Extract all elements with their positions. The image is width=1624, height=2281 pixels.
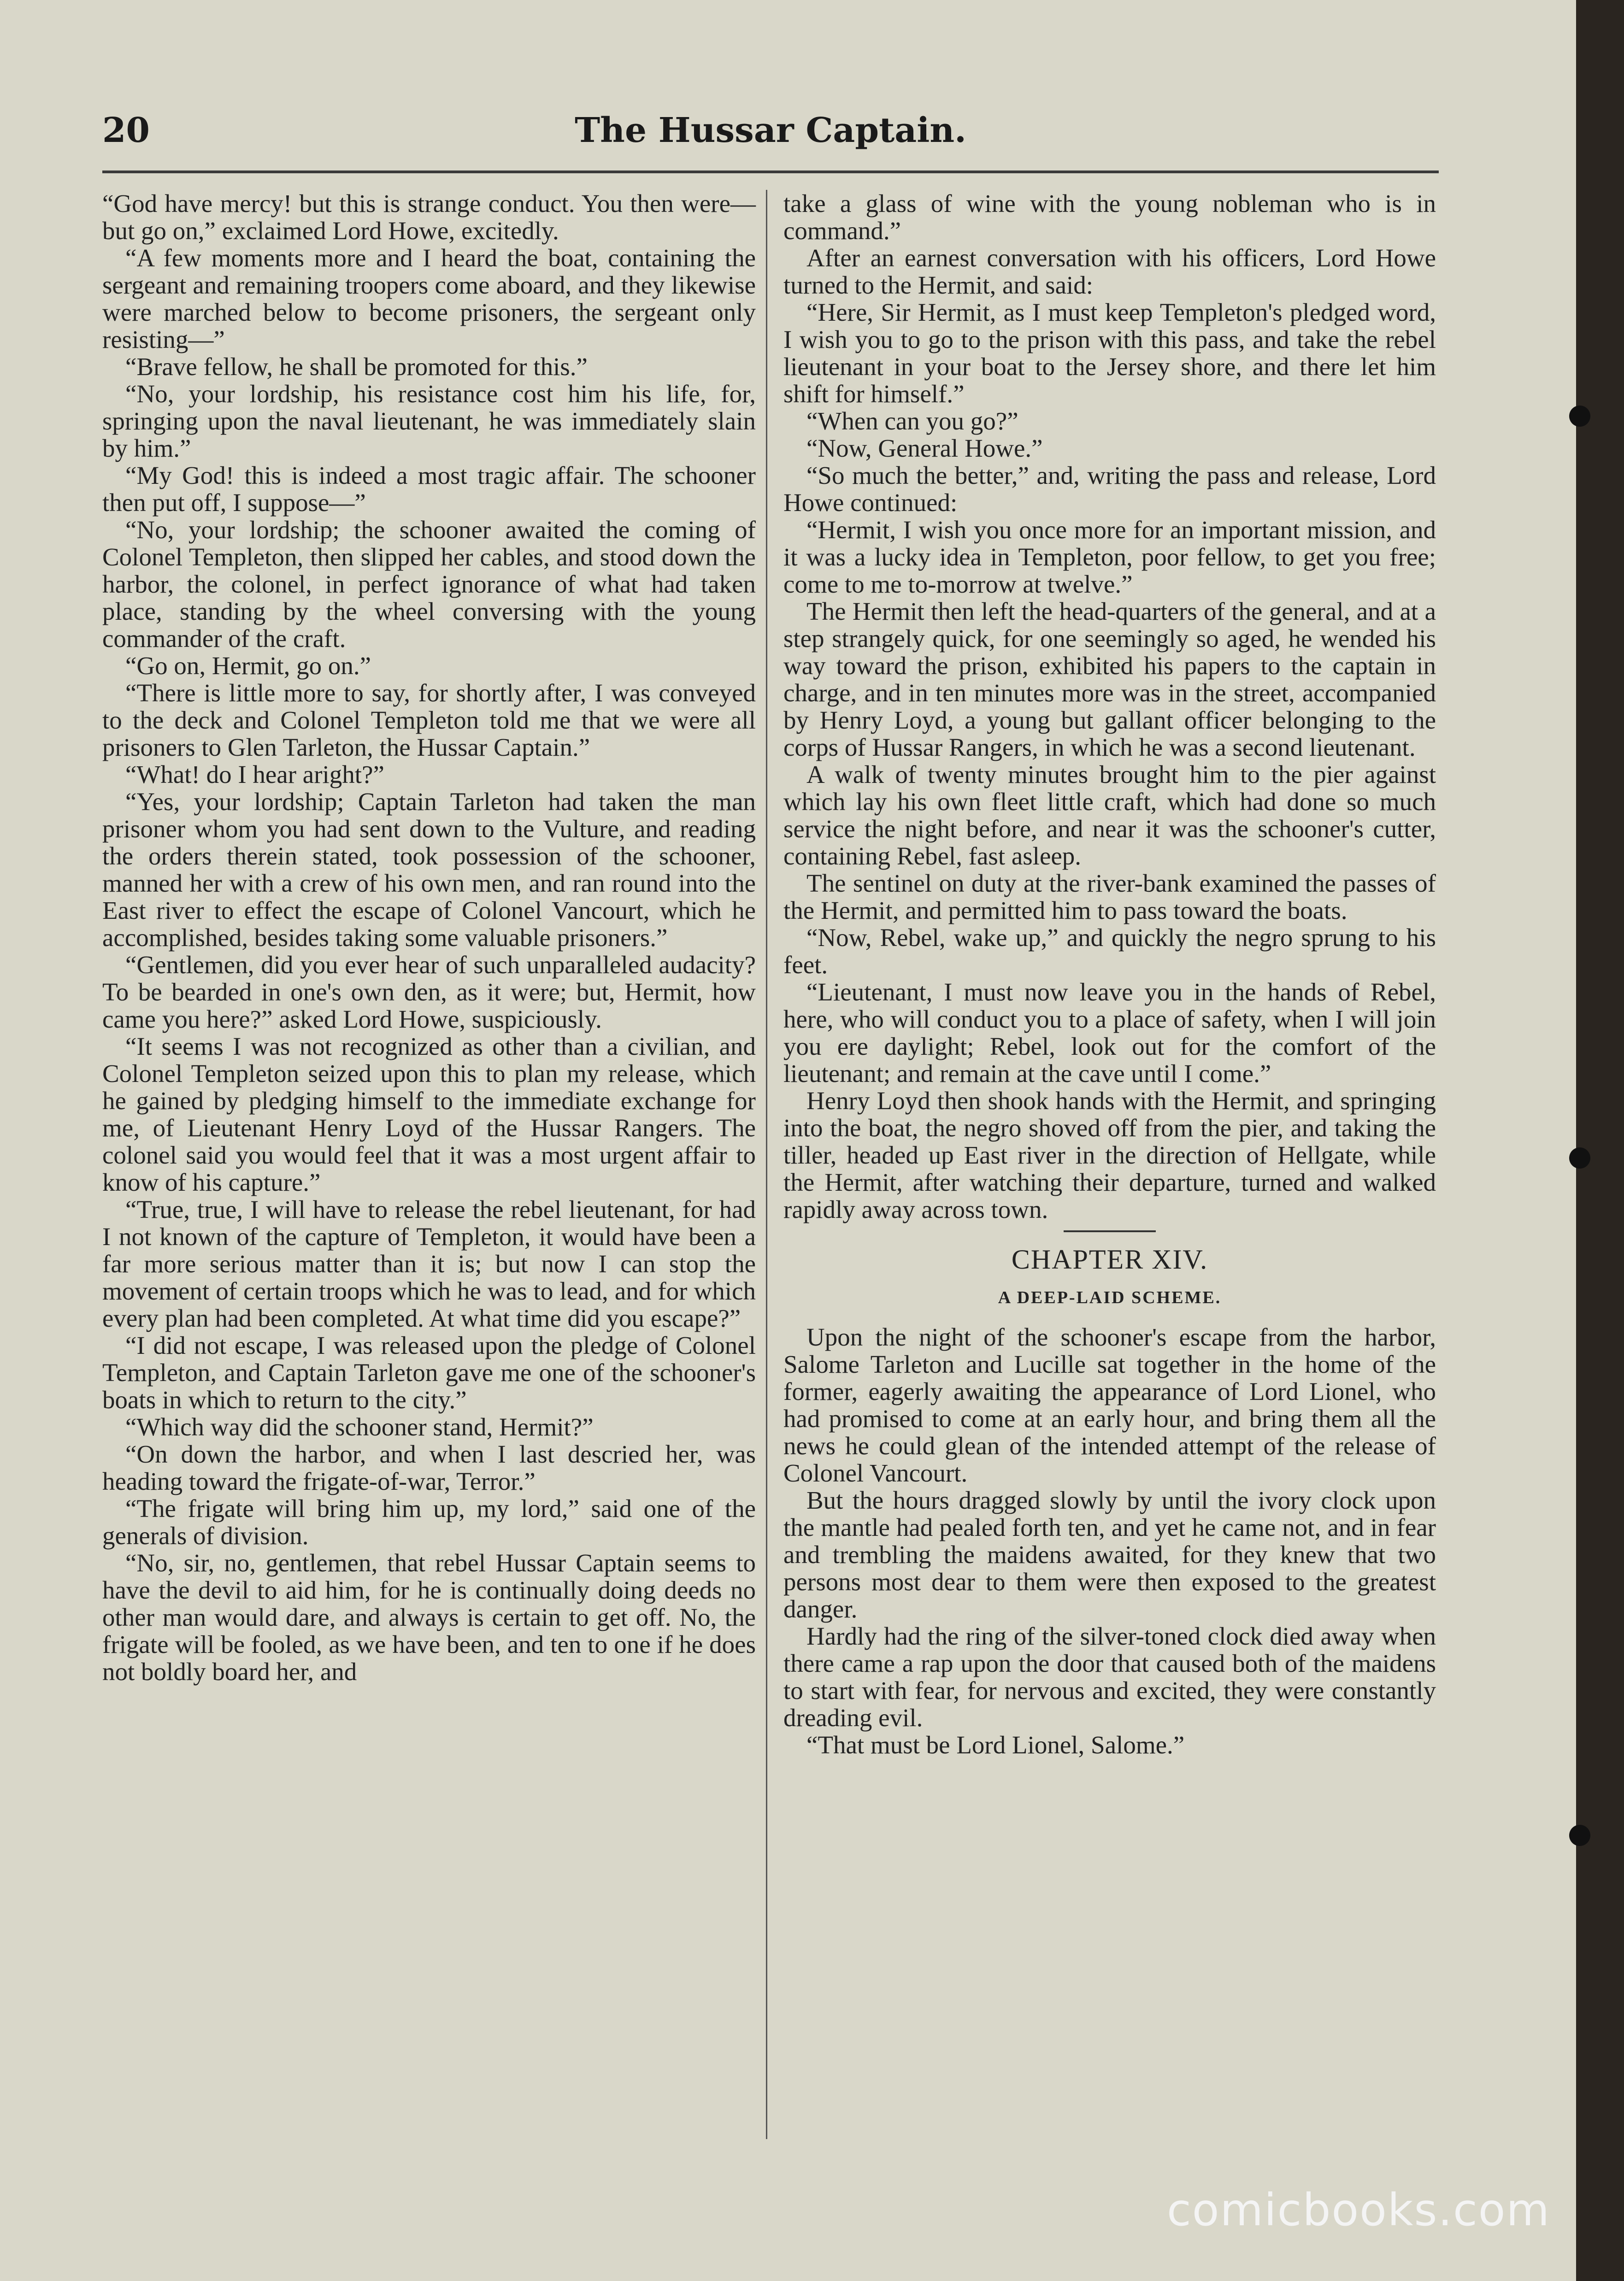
paragraph: Hardly had the ring of the silver-toned clock died away when there came a rap upon the door that caused both of the maidens to start with fear, for nervous and excited, they were constantly dreading evil. bbox=[783, 1622, 1436, 1732]
paragraph: But the hours dragged slowly by until the ivory clock upon the mantle had pealed forth ten, and yet he came not, and in fear and trembling the maidens awaited, for they knew that two persons most dear to them were then exposed to the greatest danger. bbox=[783, 1486, 1436, 1623]
running-title: The Hussar Captain. bbox=[575, 111, 966, 150]
paragraph: Upon the night of the schooner's escape from the harbor, Salome Tarleton and Lucille sat together in the home of the former, eagerly awaiting the appearance of Lord Lionel, who had promised to come at an early hour, and bring them all the news he could glean of the intended attempt of the release of Colonel Vancourt. bbox=[783, 1323, 1436, 1487]
section-rule bbox=[1064, 1230, 1156, 1232]
chapter-text bbox=[783, 1323, 1436, 1758]
paragraph: “Hermit, I wish you once more for an important mission, and it was a lucky idea in Templeton, poor fellow, to get you free; come to me to-morrow at twelve.” bbox=[783, 516, 1436, 598]
paragraph: “Here, Sir Hermit, as I must keep Templeton's pledged word, I wish you to go to the prison with this pass, and take the rebel lieutenant in your boat to the Jersey shore, and there let him shift for himself.” bbox=[783, 298, 1436, 408]
page-header bbox=[102, 111, 1439, 170]
paragraph: Henry Loyd then shook hands with the Hermit, and springing into the boat, the negro shoved off from the pier, and taking the tiller, headed up East river in the direction of Hellgate, while the Hermit, after watching their departure, turned and walked rapidly away across town. bbox=[783, 1087, 1436, 1223]
watermark: comicbooks.com bbox=[1166, 2184, 1550, 2236]
paragraph: The Hermit then left the head-quarters of the general, and at a step strangely quick, for one seemingly so aged, he wended his way toward the prison, exhibited his papers to the captain in charge, and in ten minutes more was in the street, accompanied by Henry Loyd, a young but gallant officer belonging to the corps of Hussar Rangers, in which he was a second lieutenant. bbox=[783, 597, 1436, 761]
binding-hole bbox=[1569, 1825, 1590, 1846]
paragraph: “A few moments more and I heard the boat, containing the sergeant and remaining troopers come aboard, and they likewise were marched below to become prisoners, the sergeant only resisting—” bbox=[102, 244, 756, 353]
paragraph: “Now, Rebel, wake up,” and quickly the negro sprung to his feet. bbox=[783, 923, 1436, 979]
paragraph: “No, your lordship; the schooner awaited the coming of Colonel Templeton, then slipped her cables, and stood down the harbor, the colonel, in perfect ignorance of what had taken place, standing by the wheel conversing with the young commander of the craft. bbox=[102, 516, 756, 653]
paragraph: “When can you go?” bbox=[806, 407, 1018, 435]
chapter-subtitle: A DEEP-LAID SCHEME. bbox=[998, 1288, 1222, 1307]
paragraph: “I did not escape, I was released upon the pledge of Colonel Templeton, and Captain Tarleton gave me one of the schooner's boats in which to return to the city.” bbox=[102, 1331, 756, 1414]
paragraph: “My God! this is indeed a most tragic affair. The schooner then put off, I suppose—” bbox=[102, 461, 756, 517]
paragraph: take a glass of wine with the young nobleman who is in command.” bbox=[783, 189, 1436, 245]
paragraph: “God have mercy! but this is strange conduct. You then were—but go on,” exclaimed Lord Howe, excitedly. bbox=[102, 189, 756, 245]
binding-hole bbox=[1569, 406, 1590, 427]
paragraph: “Go on, Hermit, go on.” bbox=[125, 652, 371, 680]
header-rule bbox=[102, 170, 1439, 173]
paragraph: The sentinel on duty at the river-bank examined the passes of the Hermit, and permitted him to pass toward the boats. bbox=[783, 869, 1436, 924]
paragraph: “Which way did the schooner stand, Hermit?” bbox=[125, 1413, 594, 1441]
paragraph: “It seems I was not recognized as other than a civilian, and Colonel Templeton seized upon this to plan my release, which he gained by pledging himself to the immediate exchange for me, of Lieutenant Henry Loyd of the Hussar Rangers. The colonel said you would feel that it was a most urgent affair to know of his capture.” bbox=[102, 1032, 756, 1196]
paragraph: A walk of twenty minutes brought him to the pier against which lay his own fleet little craft, which had done so much service the night before, and near it was the schooner's cutter, containing Rebel, fast asleep. bbox=[783, 760, 1436, 870]
paragraph: “Gentlemen, did you ever hear of such unparalleled audacity? To be bearded in one's own den, as it were; but, Hermit, how came you here?” asked Lord Howe, suspiciously. bbox=[102, 951, 756, 1033]
page-edge bbox=[1576, 0, 1624, 2281]
paragraph: “No, your lordship, his resistance cost him his life, for, springing upon the naval lieutenant, he was immediately slain by him.” bbox=[102, 380, 756, 462]
paragraph: “What! do I hear aright?” bbox=[125, 760, 384, 788]
chapter-heading: CHAPTER XIV. bbox=[1011, 1244, 1208, 1275]
paragraph: “So much the better,” and, writing the pass and release, Lord Howe continued: bbox=[783, 461, 1436, 517]
paragraph: “The frigate will bring him up, my lord,” said one of the generals of division. bbox=[102, 1494, 756, 1550]
paragraph: “Yes, your lordship; Captain Tarleton had taken the man prisoner whom you had sent down to the Vulture, and reading the orders therein stated, took possession of the schooner, manned her with a crew of his own men, and ran round into the East river to effect the escape of Colonel Vancourt, which he accomplished, besides taking some valuable prisoners.” bbox=[102, 788, 756, 952]
binding-hole bbox=[1569, 1147, 1590, 1169]
right-column-text bbox=[783, 190, 1436, 1223]
paragraph: “There is little more to say, for shortly after, I was conveyed to the deck and Colonel Templeton told me that we were all prisoners to Glen Tarleton, the Hussar Captain.” bbox=[102, 679, 756, 761]
paragraph: “That must be Lord Lionel, Salome.” bbox=[806, 1731, 1185, 1759]
paragraph: “Brave fellow, he shall be promoted for this.” bbox=[125, 353, 588, 381]
paragraph: “True, true, I will have to release the rebel lieutenant, for had I not known of the capture of Templeton, it would have been a far more serious matter than it is; but now I can stop the movement of certain troops which he was to lead, and for which every plan had been completed. At what time did you escape?” bbox=[102, 1195, 756, 1332]
page-number: 20 bbox=[102, 111, 150, 150]
paragraph: “Now, General Howe.” bbox=[806, 434, 1043, 462]
left-column bbox=[102, 190, 756, 1685]
right-column bbox=[783, 190, 1436, 1758]
paragraph: “On down the harbor, and when I last descried her, was heading toward the frigate-of-war, Terror.” bbox=[102, 1440, 756, 1495]
column-divider bbox=[766, 190, 767, 2139]
paragraph: After an earnest conversation with his officers, Lord Howe turned to the Hermit, and said: bbox=[783, 244, 1436, 299]
paragraph: “No, sir, no, gentlemen, that rebel Hussar Captain seems to have the devil to aid him, for he is continually doing deeds no other man would dare, and always is certain to get off. No, the frigate will be fooled, as we have been, and ten to one if he does not boldly board her, and bbox=[102, 1549, 756, 1686]
paragraph: “Lieutenant, I must now leave you in the hands of Rebel, here, who will conduct you to a place of safety, when I will join you ere daylight; Rebel, look out for the comfort of the lieutenant; and remain at the cave until I come.” bbox=[783, 978, 1436, 1088]
